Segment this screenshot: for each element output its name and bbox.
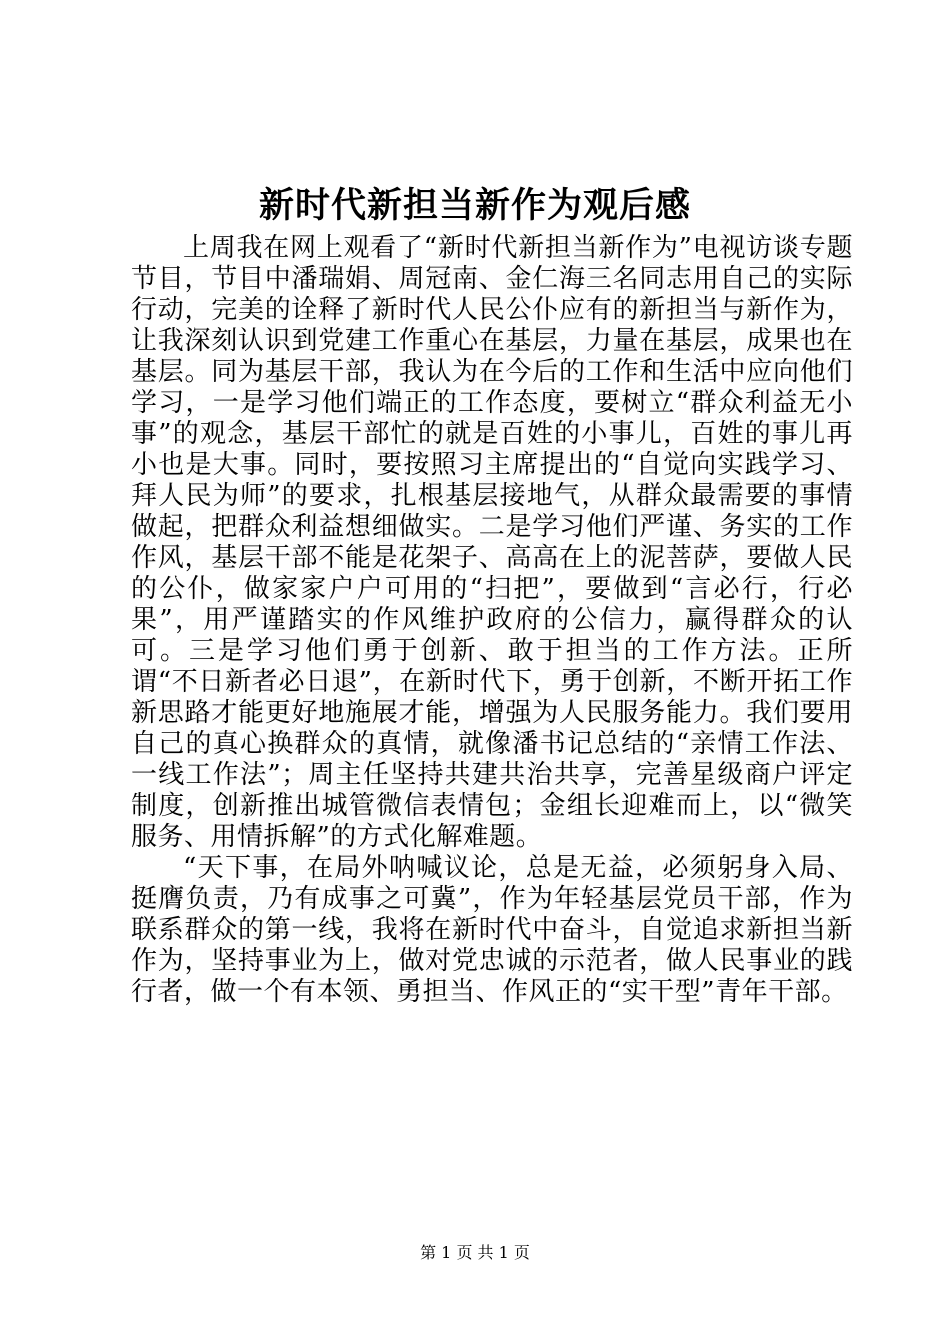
body-paragraph-1: 上周我在网上观看了“新时代新担当新作为”电视访谈专题节目，节目中潘瑞娟、周冠南、金仁海三名同志用自己的实际行动，完美的诠释了新时代人民公仆应有的新担当与新作为，让我深刻认识到党建工作重心在基层，力量在基层，成果也在基层。同为基层干部，我认为在今后的工作和生活中应向他们学习，一是学习他们端正的工作态度，要树立“群众利益无小事”的观念，基层干部忙的就是百姓的小事儿，百姓的事儿再小也是大事。同时，要按照习主席提出的“自觉向实践学习、拜人民为师”的要求，扎根基层接地气，从群众最需要的事情做起，把群众利益想细做实。二是学习他们严谨、务实的工作作风，基层干部不能是花架子、高高在上的泥菩萨，要做人民的公仆，做家家户户可用的“扫把”，要做到“言必行，行必果”，用严谨踏实的作风维护政府的公信力，赢得群众的认可。三是学习他们勇于创新、敢于担当的工作方法。正所谓“不日新者必日退”，在新时代下，勇于创新，不断开拓工作新思路才能更好地施展才能，增强为人民服务能力。我们要用自己的真心换群众的真情，就像潘书记总结的“亲情工作法、一线工作法”；周主任坚持共建共治共享，完善星级商户评定制度，创新推出城管微信表情包；金组长迎难而上，以“微笑服务、用情拆解”的方式化解难题。 (131, 233, 853, 852)
document-body (131, 233, 853, 1008)
document-title: 新时代新担当新作为观后感 (258, 185, 691, 226)
body-paragraph-2: “天下事，在局外呐喊议论，总是无益，必须躬身入局、挺膺负责，乃有成事之可冀”，作为年轻基层党员干部，作为联系群众的第一线，我将在新时代中奋斗，自觉追求新担当新作为，坚持事业为上，做对党忠诚的示范者，做人民事业的践行者，做一个有本领、勇担当、作风正的“实干型”青年干部。 (131, 853, 853, 1007)
page-footer: 第 1 页 共 1 页 (420, 1243, 530, 1262)
